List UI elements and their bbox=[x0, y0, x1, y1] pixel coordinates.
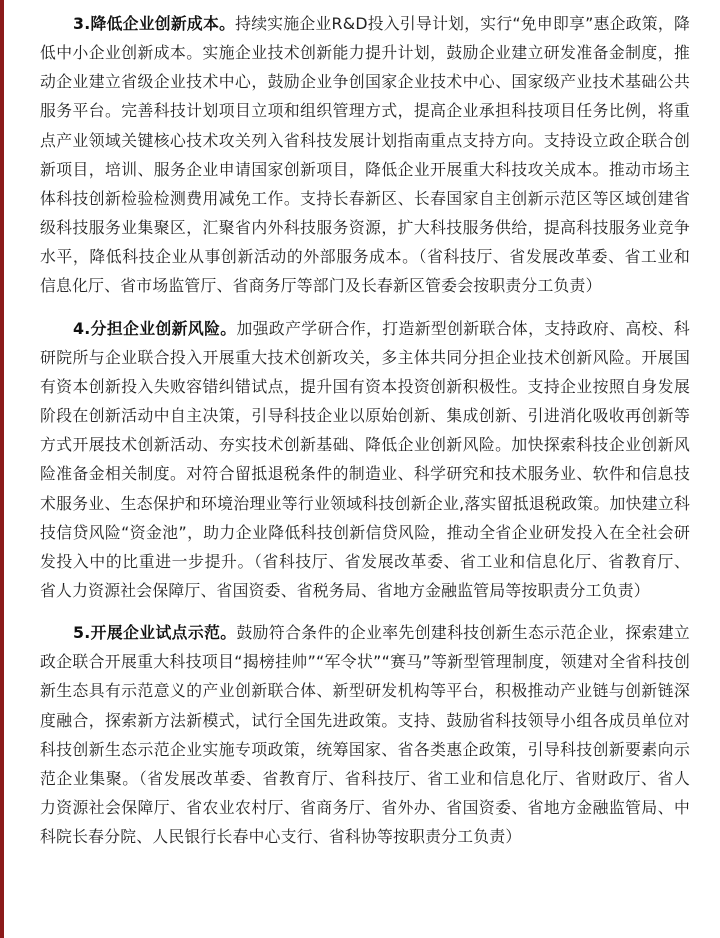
paragraph-heading: 5.开展企业试点示范。 bbox=[73, 623, 237, 643]
article-body bbox=[40, 9, 690, 851]
paragraph-heading: 4.分担企业创新风险。 bbox=[73, 318, 237, 338]
paragraph-heading: 3.降低企业创新成本。 bbox=[73, 14, 236, 33]
paragraph-text: 鼓励符合条件的企业率先创建科技创新生态示范企业，探索建立政企联合开展重大科技项目“揭榜挂帅”“军令状”“赛马”等新型管理制度，领建对全省科技创新生态具有示范意义的产业创新联合体、新型研发机构等平台，积极推动产业链与创新链深度融合，探索新方法新模式，试行全国先进政策。支持、鼓励省科技领导小组各成员单位对科技创新生态示范企业实施专项政策，统筹国家、省各类惠企政策，引导科技创新要素向示范企业集聚。（省发展改革委、省教育厅、省科技厅、省工业和信息化厅、省财政厅、省人力资源社会保障厅、省农业农村厅、省商务厅、省外办、省国资委、省地方金融监管局、中科院长春分院、人民银行长春中心支行、省科协等按职责分工负责） bbox=[40, 623, 690, 847]
paragraph-text: 加强政产学研合作，打造新型创新联合体，支持政府、高校、科研院所与企业联合投入开展重大技术创新攻关，多主体共同分担企业技术创新风险。开展国有资本创新投入失败容错纠错试点，提升国有资本投资创新积极性。支持企业按照自身发展阶段在创新活动中自主决策，引导科技企业以原始创新、集成创新、引进消化吸收再创新等方式开展技术创新活动、夯实技术创新基础、降低企业创新风险。加快探索科技企业创新风险准备金相关制度。对符合留抵退税条件的制造业、科学研究和技术服务业、软件和信息技术服务业、生态保护和环境治理业等行业领域科技创新企业,落实留抵退税政策。加快建立科技信贷风险“资金池”，助力企业降低科技创新信贷风险，推动全省企业研发投入在全社会研发投入中的比重进一步提升。（省科技厅、省发展改革委、省工业和信息化厅、省教育厅、省人力资源社会保障厅、省国资委、省税务局、省地方金融监管局等按职责分工负责） bbox=[40, 318, 690, 600]
paragraph-reduce-innovation-cost bbox=[40, 9, 690, 301]
paragraph-text: 持续实施企业R&D投入引导计划，实行“免申即享”惠企政策，降低中小企业创新成本。实施企业技术创新能力提升计划，鼓励企业建立研发准备金制度，推动企业建立省级企业技术中心，鼓励企业争创国家企业技术中心、国家级产业技术基础公共服务平台。完善科技计划项目立项和组织管理方式，提高企业承担科技项目任务比例，将重点产业领域关键核心技术攻关列入省科技发展计划指南重点支持方向。支持设立政企联合创新项目，培训、服务企业申请国家创新项目，降低企业开展重大科技攻关成本。推动市场主体科技创新检验检测费用减免工作。支持长春新区、长春国家自主创新示范区等区域创建省级科技服务业集聚区，汇聚省内外科技服务资源，扩大科技服务供给，提高科技服务业竞争水平，降低科技企业从事创新活动的外部服务成本。（省科技厅、省发展改革委、省工业和信息化厅、省市场监管厅、省商务厅等部门及长春新区管委会按职责分工负责） bbox=[40, 14, 690, 296]
paragraph-pilot-demonstration bbox=[40, 618, 690, 851]
paragraph-share-innovation-risk bbox=[40, 314, 690, 606]
